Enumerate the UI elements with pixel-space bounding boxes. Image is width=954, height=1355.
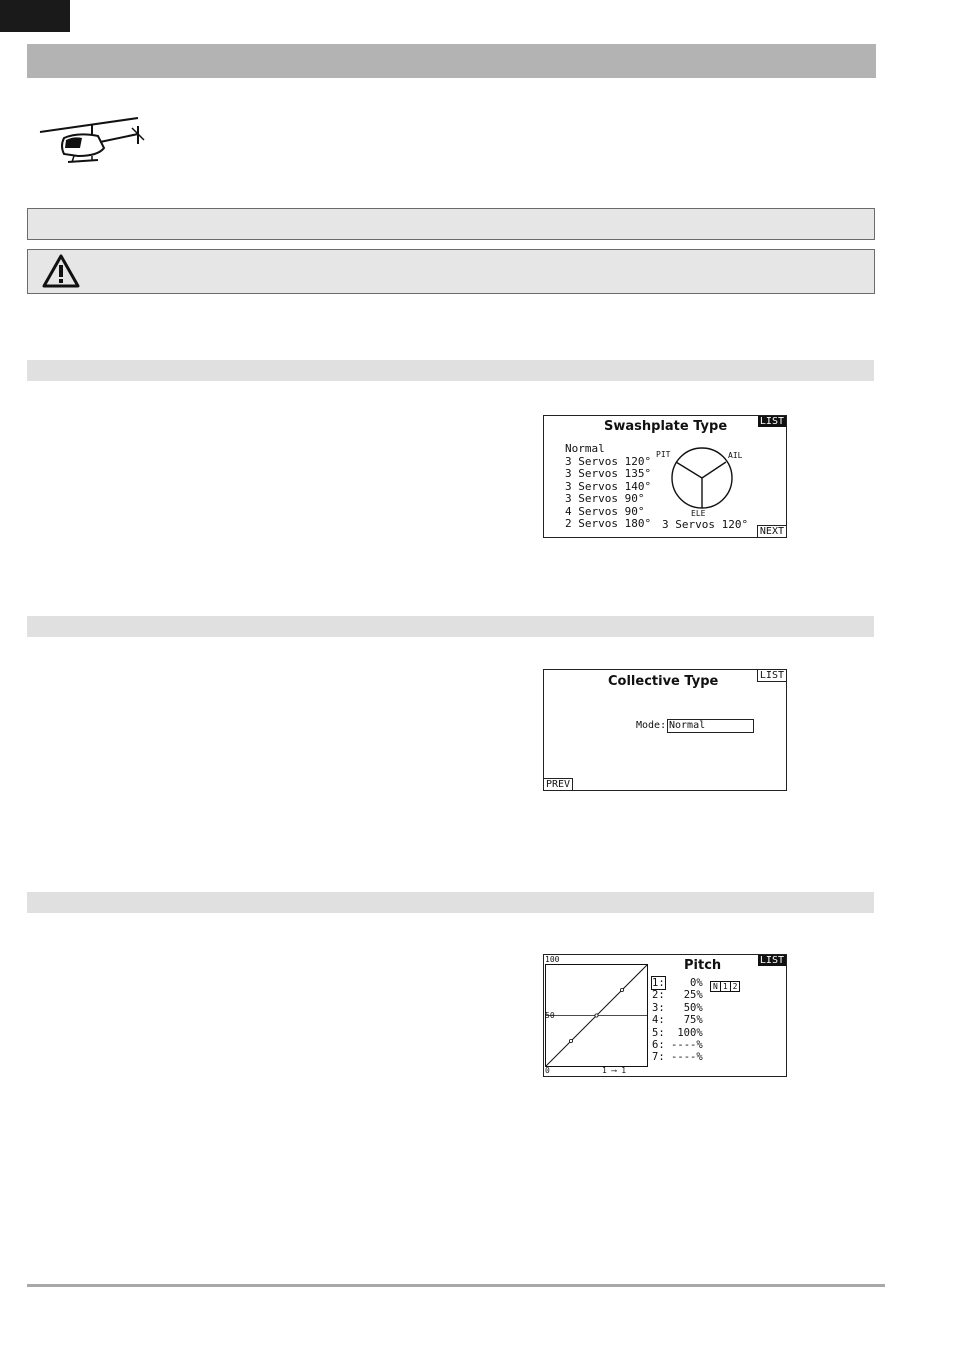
curve-point[interactable]	[595, 1014, 598, 1017]
point-value: 0%	[690, 977, 703, 989]
pitch-point-row[interactable]	[652, 1051, 703, 1064]
pitch-point-row[interactable]	[652, 1002, 703, 1015]
point-value: 100%	[677, 1026, 703, 1039]
x-min-label: 0	[545, 1066, 550, 1075]
list-key[interactable]: LIST	[759, 955, 784, 966]
warning-box	[27, 249, 875, 294]
pit-label: PIT	[656, 450, 671, 459]
section-bar-pitch	[27, 892, 874, 913]
ele-label: ELE	[691, 509, 706, 518]
screen-title: Swashplate Type	[604, 419, 728, 434]
ail-label: AIL	[728, 451, 743, 460]
pitch-point-row[interactable]	[652, 977, 703, 990]
page-corner-tab	[0, 0, 70, 32]
point-value: 25%	[683, 989, 703, 1002]
point-value: 75%	[683, 1014, 703, 1027]
point-value: ----%	[671, 1039, 703, 1051]
pitch-point-row[interactable]	[652, 1039, 703, 1052]
flight-mode-1[interactable]: 1	[721, 982, 731, 991]
swashplate-option[interactable]: 3 Servos 120°	[565, 454, 652, 468]
note-box	[27, 208, 875, 240]
point-label: 1:	[652, 977, 665, 989]
point-value: 50%	[683, 1001, 703, 1014]
pitch-point-row[interactable]	[652, 1014, 703, 1027]
curve-point[interactable]	[620, 988, 623, 991]
channel-arrow: 1 ⟶ 1	[602, 1066, 627, 1075]
swashplate-option[interactable]: 4 Servos 90°	[565, 504, 645, 518]
collective-screen	[543, 669, 787, 791]
swashplate-option[interactable]: 3 Servos 90°	[565, 492, 645, 505]
point-label: 5:	[652, 1026, 665, 1039]
pitch-curve-chart	[545, 964, 649, 1068]
swashplate-option[interactable]: Normal	[565, 442, 605, 455]
curve-point[interactable]	[569, 1039, 572, 1042]
list-key[interactable]: LIST	[759, 416, 784, 427]
section-bar-collective	[27, 616, 874, 637]
warning-triangle-icon	[42, 254, 80, 288]
list-key[interactable]: LIST	[757, 669, 787, 682]
section-bar-swashplate	[27, 360, 874, 381]
flight-mode-switch[interactable]	[710, 981, 740, 992]
helicopter-icon	[38, 112, 146, 170]
flight-mode-2[interactable]: 2	[732, 982, 738, 991]
screen-title: Pitch	[684, 958, 722, 973]
y-max-label: 100	[545, 955, 560, 964]
prev-key[interactable]: PREV	[543, 778, 573, 791]
point-label: 4:	[652, 1014, 665, 1027]
pitch-point-row[interactable]	[652, 1027, 703, 1040]
point-label: 7:	[652, 1051, 665, 1064]
flight-mode-n[interactable]: N	[711, 982, 721, 991]
pitch-point-row[interactable]	[652, 989, 703, 1002]
swashplate-option[interactable]: 2 Servos 180°	[565, 517, 652, 530]
point-label: 3:	[652, 1001, 665, 1014]
point-label: 6:	[652, 1039, 665, 1051]
point-value: ----%	[671, 1051, 703, 1064]
title-bar	[27, 44, 876, 78]
footer-rule	[27, 1284, 885, 1287]
next-key[interactable]: NEXT	[757, 525, 787, 538]
mode-label: Mode:	[636, 720, 667, 731]
screen-title: Collective Type	[608, 674, 719, 689]
pitch-screen	[543, 954, 787, 1077]
y-mid-label: 50	[545, 1011, 555, 1020]
point-label: 2:	[652, 989, 665, 1002]
mode-select[interactable]: Normal	[667, 719, 754, 733]
swashplate-screen	[543, 415, 787, 538]
selected-swashplate: 3 Servos 120°	[662, 518, 749, 531]
swashplate-option[interactable]: 3 Servos 140°	[565, 479, 652, 493]
swashplate-option[interactable]: 3 Servos 135°	[565, 467, 652, 480]
